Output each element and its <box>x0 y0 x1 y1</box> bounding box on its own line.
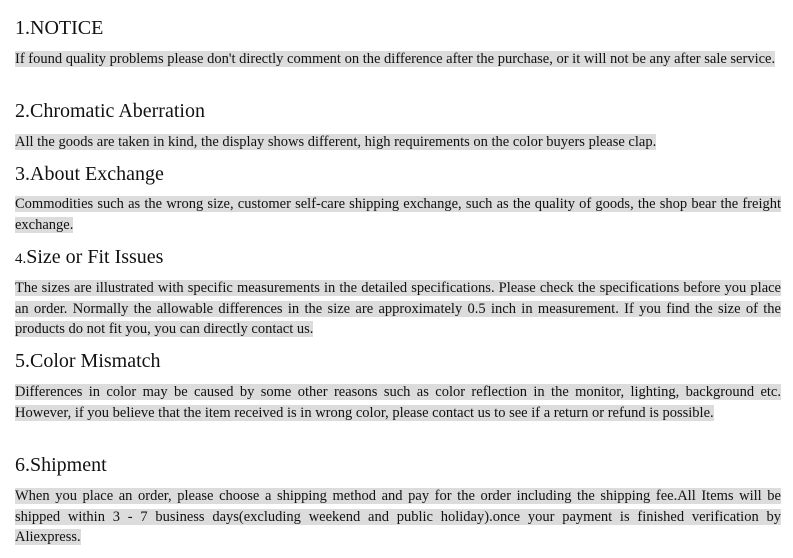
section-body-text: All the goods are taken in kind, the display shows different, high requirements on the color buyers please clap. <box>15 134 657 150</box>
section-body-text: If found quality problems please don't directly comment on the difference after the purchase, or it will not be any after sale service. <box>15 51 776 67</box>
section-body-shipment <box>15 486 781 548</box>
section-body-text: The sizes are illustrated with specific measurements in the detailed specifications. Please check the specifications before you place an order. Normally the allowable differences in the size are approximately 0.5 inch in measurement. If you find the size of the products do not fit you, you can directly contact us. <box>15 280 781 337</box>
section-title: Color Mismatch <box>30 350 161 372</box>
section-number: 6. <box>15 454 30 476</box>
section-number: 4. <box>15 251 27 267</box>
section-number: 5. <box>15 350 30 372</box>
section-body-text: Commodities such as the wrong size, customer self-care shipping exchange, such as the quality of goods, the shop bear the freight exchange. <box>15 196 781 233</box>
section-heading-chromatic-aberration <box>15 99 205 123</box>
section-title: Shipment <box>30 454 107 476</box>
section-body-text: When you place an order, please choose a shipping method and pay for the order including the shipping fee.All Items will be shipped within 3 - 7 business days(excluding weekend and public holiday).once your payment is finished verification by Aliexpress. <box>15 488 781 545</box>
section-body-text: Differences in color may be caused by some other reasons such as color reflection in the monitor, lighting, background etc. However, if you believe that the item received is in wrong color, please contact us to see if a return or refund is possible. <box>15 384 781 421</box>
section-number: 1. <box>15 17 30 39</box>
section-heading-shipment <box>15 453 107 477</box>
section-heading-about-exchange <box>15 162 164 186</box>
section-body-color-mismatch <box>15 382 781 423</box>
section-heading-color-mismatch <box>15 349 161 373</box>
section-body-size-or-fit-issues <box>15 278 781 340</box>
section-title: Size or Fit Issues <box>26 246 164 268</box>
section-heading-notice <box>15 16 103 40</box>
section-title: About Exchange <box>30 163 164 185</box>
section-body-chromatic-aberration <box>15 132 781 153</box>
section-body-notice <box>15 49 781 70</box>
section-number: 3. <box>15 163 30 185</box>
section-heading-size-or-fit-issues <box>15 245 163 271</box>
section-title: Chromatic Aberration <box>30 100 205 122</box>
section-number: 2. <box>15 100 30 122</box>
section-title: NOTICE <box>30 17 104 39</box>
section-body-about-exchange <box>15 194 781 235</box>
